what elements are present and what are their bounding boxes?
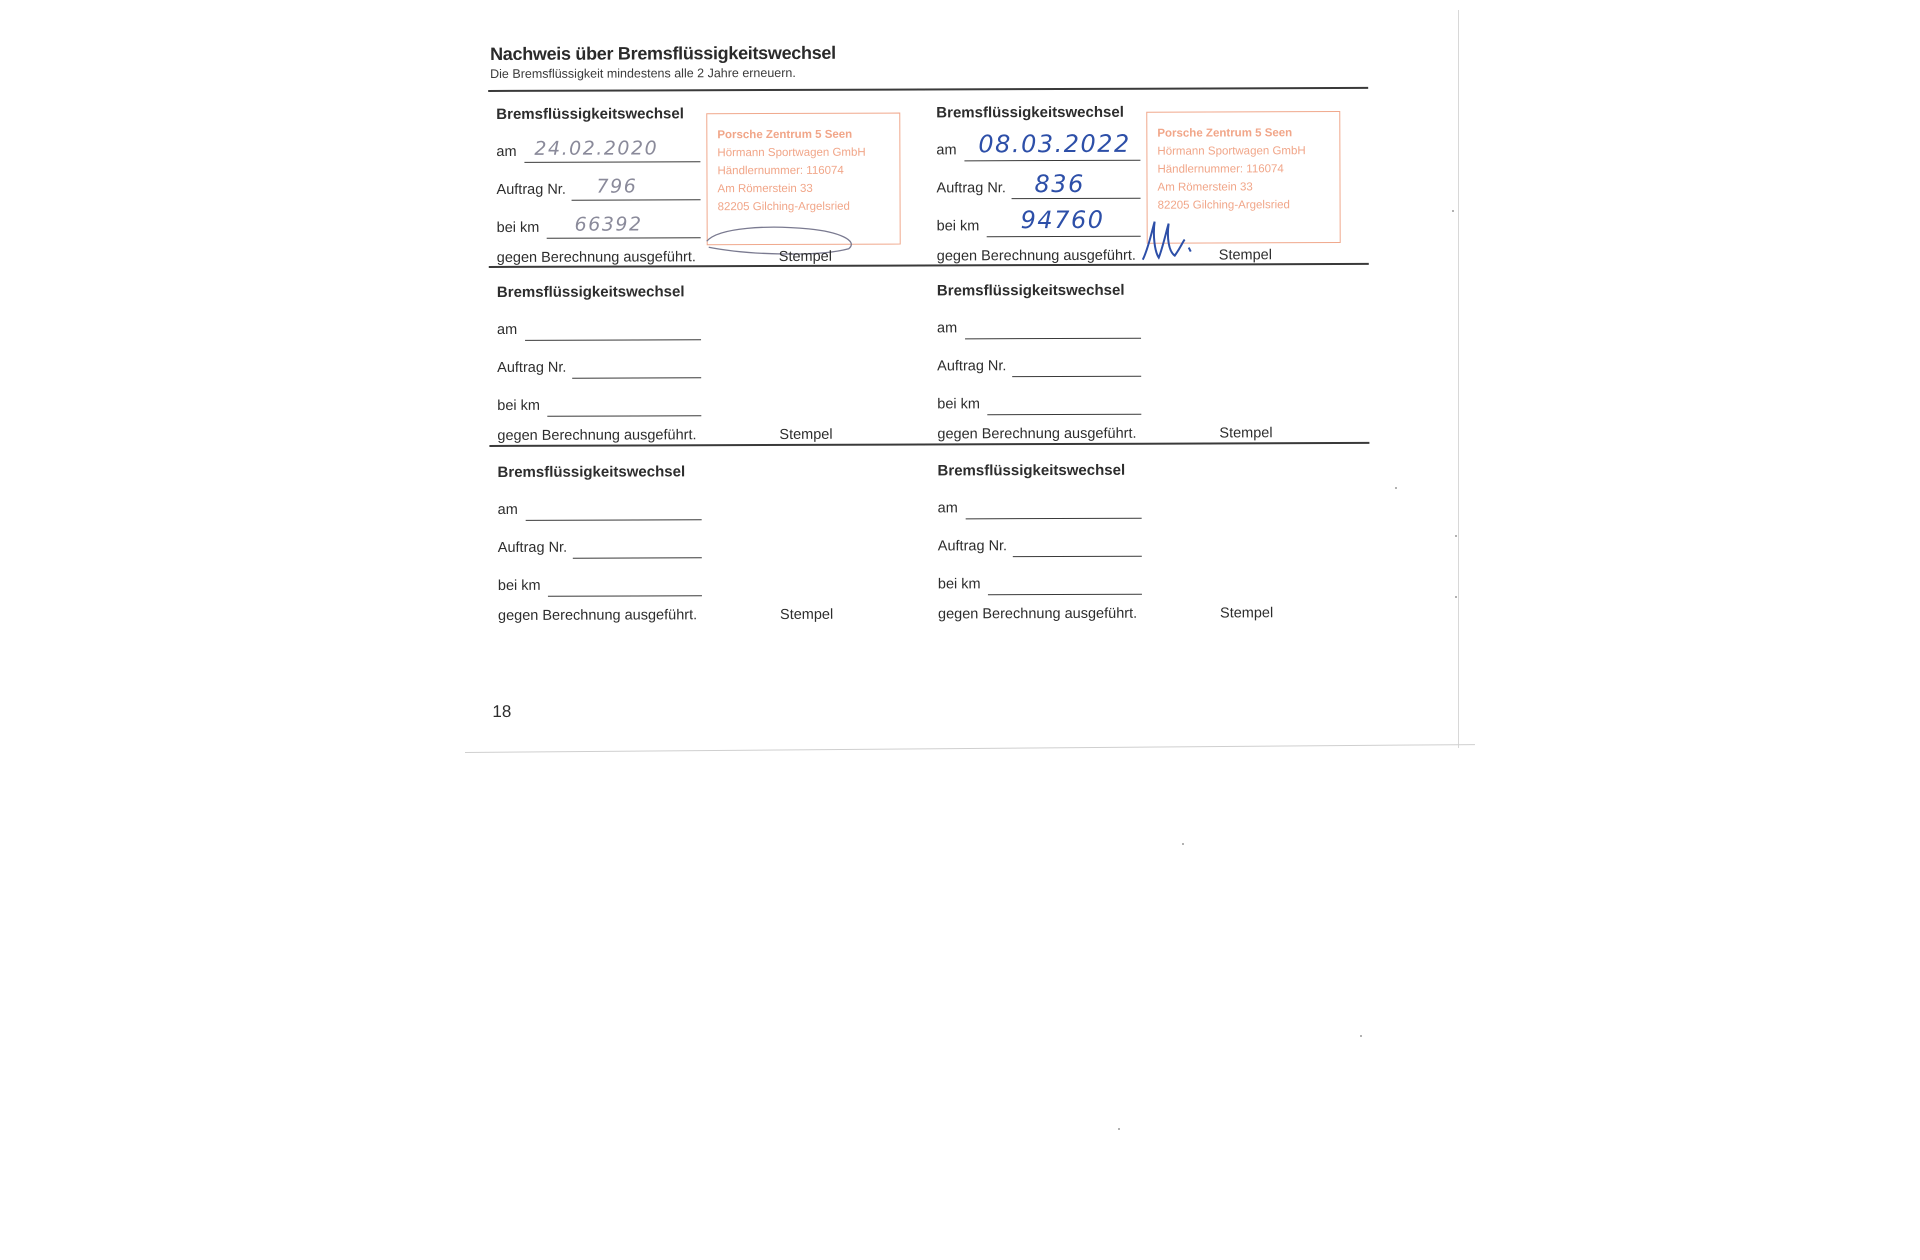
order-label: Auftrag Nr.	[497, 539, 568, 556]
date-line	[525, 339, 701, 341]
date-value: 24.02.2020	[534, 137, 659, 160]
km-label: bei km	[497, 397, 541, 414]
km-label: bei km	[937, 576, 981, 593]
km-label: bei km	[937, 396, 981, 413]
date-line	[966, 518, 1142, 520]
order-line	[572, 377, 701, 378]
order-line	[572, 199, 701, 200]
entry-heading: Bremsflüssigkeitswechsel	[496, 283, 685, 301]
signature-mark	[1139, 218, 1199, 266]
entry-heading: Bremsflüssigkeitswechsel	[936, 281, 1125, 300]
stamp-line: Am Römerstein 33	[1157, 181, 1253, 194]
km-label: bei km	[936, 218, 980, 235]
stamp-line: Am Römerstein 33	[717, 182, 813, 196]
billing-note: gegen Berechnung ausgeführt.	[497, 427, 697, 444]
km-line	[988, 594, 1142, 596]
date-value: 08.03.2022	[978, 129, 1131, 159]
order-label: Auftrag Nr.	[937, 358, 1007, 375]
stamp-label: Stempel	[778, 248, 832, 265]
km-label: bei km	[496, 219, 540, 236]
entry-6	[929, 457, 1370, 629]
billing-note: gegen Berechnung ausgeführt.	[937, 605, 1138, 623]
entry-1	[488, 100, 929, 272]
billing-note: gegen Berechnung ausgeführt.	[937, 425, 1137, 443]
stamp-line: 82205 Gilching-Argelsried	[1157, 199, 1290, 212]
entry-3	[489, 278, 930, 450]
billing-note: gegen Berechnung ausgeführt.	[497, 607, 698, 624]
scan-speck	[1455, 596, 1457, 598]
stamp-line: 82205 Gilching-Argelsried	[717, 200, 850, 214]
km-line	[547, 237, 701, 239]
scan-speck	[1455, 535, 1457, 537]
km-label: bei km	[497, 577, 541, 594]
km-line	[547, 415, 701, 417]
km-value: 66392	[574, 213, 643, 236]
entry-5	[489, 458, 930, 630]
km-line	[987, 414, 1141, 416]
entry-2	[928, 99, 1369, 271]
entry-heading: Bremsflüssigkeitswechsel	[936, 103, 1124, 122]
stamp-label: Stempel	[1219, 425, 1273, 442]
date-line	[526, 519, 702, 521]
page-edge-bottom	[465, 744, 1475, 753]
scan-speck	[1118, 1128, 1120, 1130]
stamp-line: Hörmann Sportwagen GmbH	[1157, 145, 1306, 158]
entry-heading: Bremsflüssigkeitswechsel	[497, 463, 686, 481]
order-line	[1012, 376, 1141, 377]
km-value: 94760	[1020, 205, 1105, 235]
order-label: Auftrag Nr.	[496, 181, 566, 198]
km-line	[548, 595, 702, 597]
stamp-label: Stempel	[1219, 605, 1274, 622]
divider-rule	[488, 87, 1368, 92]
date-label: am	[936, 320, 958, 337]
stamp-line: Händlernummer: 116074	[717, 164, 844, 178]
stamp-line: Händlernummer: 116074	[1157, 163, 1284, 176]
page-edge-right	[1458, 10, 1459, 748]
document-subtitle: Die Bremsflüssigkeit mindestens alle 2 Jahre erneuern.	[490, 65, 796, 81]
scan-speck	[1395, 487, 1397, 489]
order-value: 836	[1034, 169, 1085, 199]
stamp-label: Stempel	[779, 606, 834, 623]
stamp-line: Porsche Zentrum 5 Seen	[717, 128, 853, 142]
entry-heading: Bremsflüssigkeitswechsel	[496, 105, 684, 123]
document-title: Nachweis über Bremsflüssigkeitswechsel	[490, 42, 836, 64]
km-line	[987, 236, 1141, 238]
stamp-label: Stempel	[779, 426, 833, 443]
date-label: am	[936, 142, 957, 159]
scan-speck	[1360, 1035, 1362, 1037]
order-label: Auftrag Nr.	[936, 180, 1006, 197]
stamp-line: Porsche Zentrum 5 Seen	[1157, 127, 1293, 140]
stamp-label: Stempel	[1218, 247, 1272, 264]
order-value: 796	[596, 175, 638, 198]
page-number: 18	[492, 701, 512, 721]
order-label: Auftrag Nr.	[497, 359, 567, 376]
date-label: am	[497, 501, 518, 518]
order-line	[1013, 556, 1142, 557]
order-line	[573, 557, 702, 558]
billing-note: gegen Berechnung ausgeführt.	[496, 249, 696, 266]
scan-speck	[1452, 210, 1454, 212]
date-label: am	[937, 500, 958, 517]
entry-heading: Bremsflüssigkeitswechsel	[937, 461, 1126, 480]
date-label: am	[496, 143, 517, 160]
date-line	[524, 161, 700, 163]
billing-note: gegen Berechnung ausgeführt.	[936, 247, 1136, 265]
entry-4	[929, 277, 1370, 449]
date-line	[964, 160, 1140, 162]
order-label: Auftrag Nr.	[937, 538, 1008, 555]
stamp-line: Hörmann Sportwagen GmbH	[717, 146, 866, 160]
scan-speck	[1182, 843, 1184, 845]
date-label: am	[496, 321, 518, 338]
brake-fluid-record	[488, 37, 1370, 740]
date-line	[965, 338, 1141, 340]
